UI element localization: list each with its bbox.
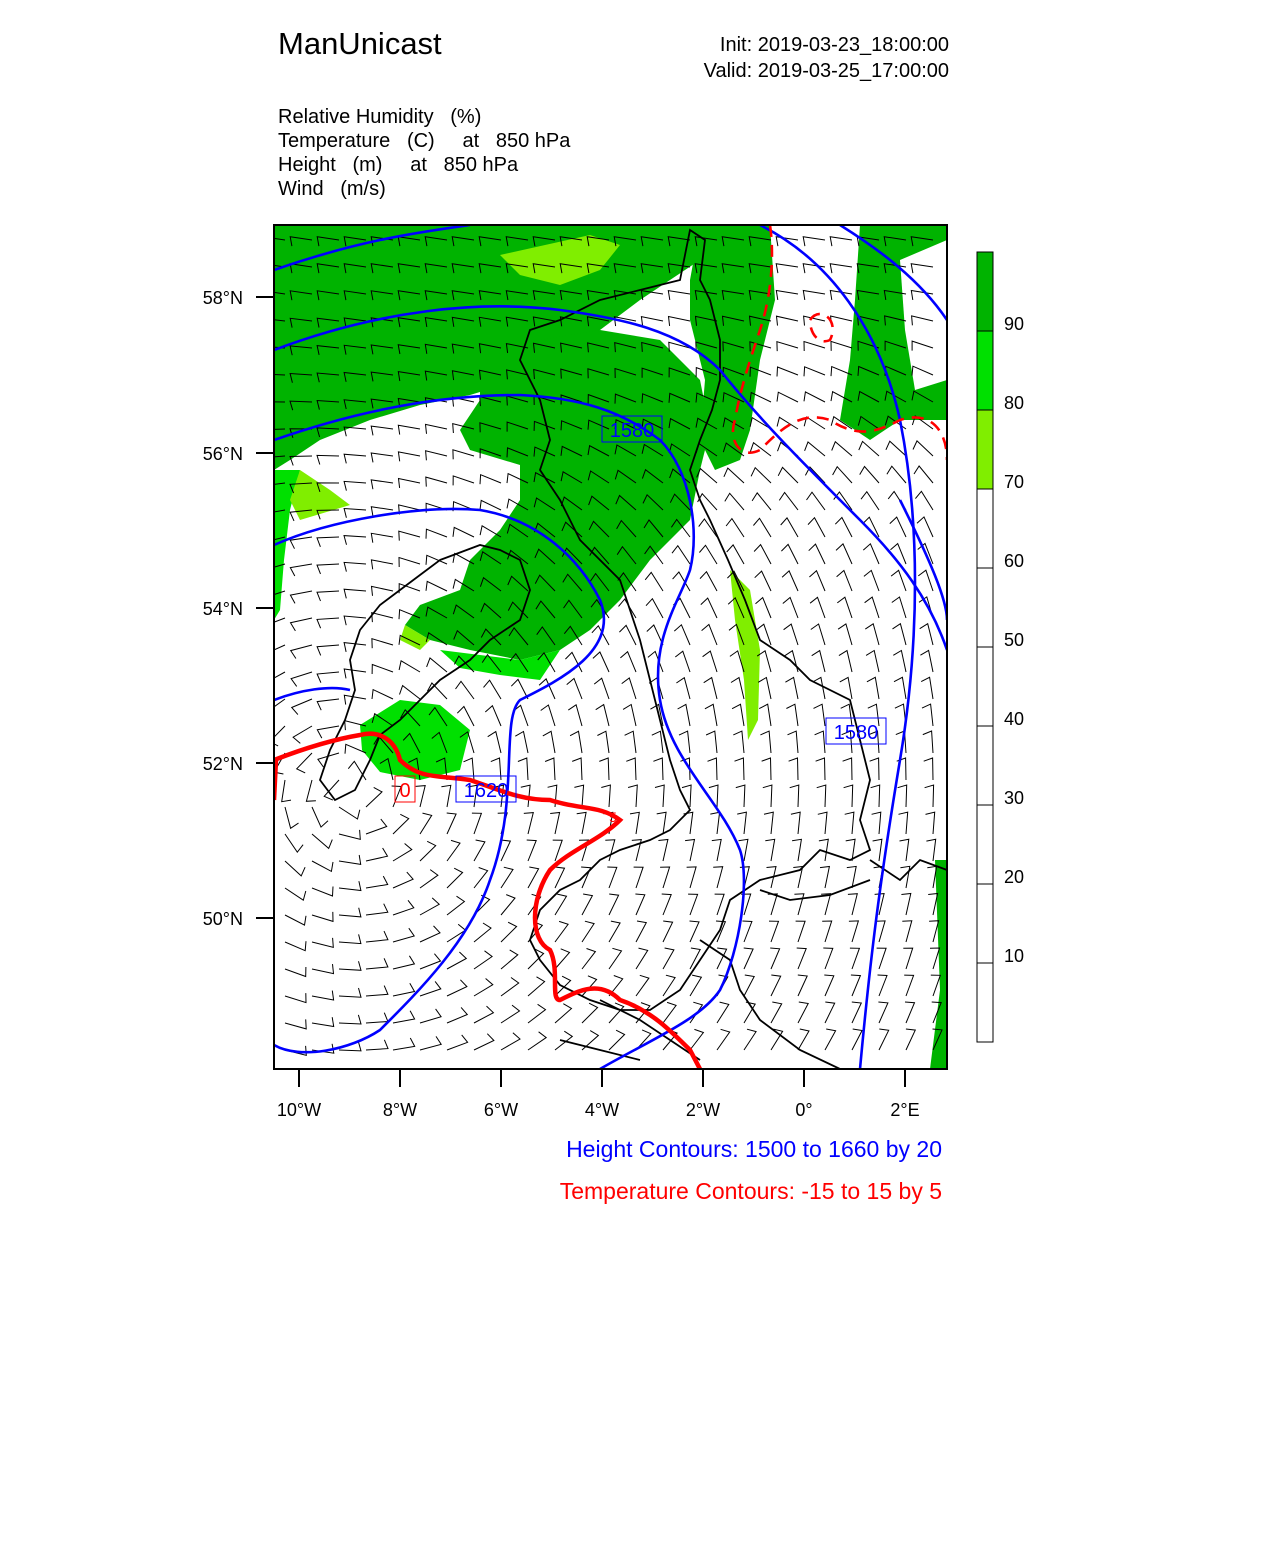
init-time: Init: 2019-03-23_18:00:00 bbox=[719, 34, 949, 56]
temperature-label-0: 0 bbox=[399, 780, 411, 802]
height-contours-legend: Height Contours: 1500 to 1660 by 20 bbox=[566, 1136, 942, 1162]
lon-label-6w: 6°W bbox=[483, 1100, 519, 1120]
lon-label-2e: 2°E bbox=[890, 1100, 920, 1120]
variable-temperature: Temperature (C) at 850 hPa bbox=[278, 130, 571, 152]
lon-label-8w: 8°W bbox=[382, 1100, 418, 1120]
latitude-axis bbox=[256, 297, 274, 918]
variable-rh: Relative Humidity (%) bbox=[278, 106, 482, 128]
lat-label-52: 52°N bbox=[202, 754, 243, 774]
colorbar-label-30: 30 bbox=[1004, 788, 1025, 808]
colorbar-bin-80-90 bbox=[977, 331, 993, 410]
height-label-1580-east: 1580 bbox=[833, 722, 879, 744]
temperature-label-5: 5 bbox=[609, 809, 617, 825]
valid-time: Valid: 2019-03-25_17:00:00 bbox=[703, 60, 949, 82]
colorbar-bin-70-80 bbox=[977, 410, 993, 489]
lat-label-50: 50°N bbox=[202, 909, 243, 929]
height-label-1620: 1620 bbox=[463, 780, 509, 802]
longitude-axis bbox=[299, 1069, 905, 1087]
lon-label-2w: 2°W bbox=[685, 1100, 721, 1120]
figure-title: ManUnicast bbox=[278, 26, 442, 61]
colorbar-label-80: 80 bbox=[1004, 393, 1025, 413]
colorbar-label-20: 20 bbox=[1004, 867, 1025, 887]
colorbar bbox=[977, 252, 1024, 1042]
colorbar-label-50: 50 bbox=[1004, 630, 1025, 650]
lon-label-0: 0° bbox=[795, 1100, 813, 1120]
lat-label-54: 54°N bbox=[202, 599, 243, 619]
colorbar-label-40: 40 bbox=[1004, 709, 1025, 729]
colorbar-label-90: 90 bbox=[1004, 314, 1025, 334]
variable-wind: Wind (m/s) bbox=[278, 178, 386, 200]
colorbar-label-60: 60 bbox=[1004, 551, 1025, 571]
temperature-contours-legend: Temperature Contours: -15 to 15 by 5 bbox=[559, 1178, 942, 1204]
lon-label-4w: 4°W bbox=[584, 1100, 620, 1120]
height-label-1580-north: 1580 bbox=[609, 420, 655, 442]
map-area bbox=[263, 225, 947, 1069]
colorbar-bin-90-100 bbox=[977, 252, 993, 331]
colorbar-label-10: 10 bbox=[1004, 946, 1025, 966]
lat-label-56: 56°N bbox=[202, 444, 243, 464]
variable-height: Height (m) at 850 hPa bbox=[278, 154, 519, 176]
lon-label-10w: 10°W bbox=[276, 1100, 322, 1120]
colorbar-bin-below-70 bbox=[977, 489, 993, 1042]
lat-label-58: 58°N bbox=[202, 288, 243, 308]
colorbar-label-70: 70 bbox=[1004, 472, 1025, 492]
